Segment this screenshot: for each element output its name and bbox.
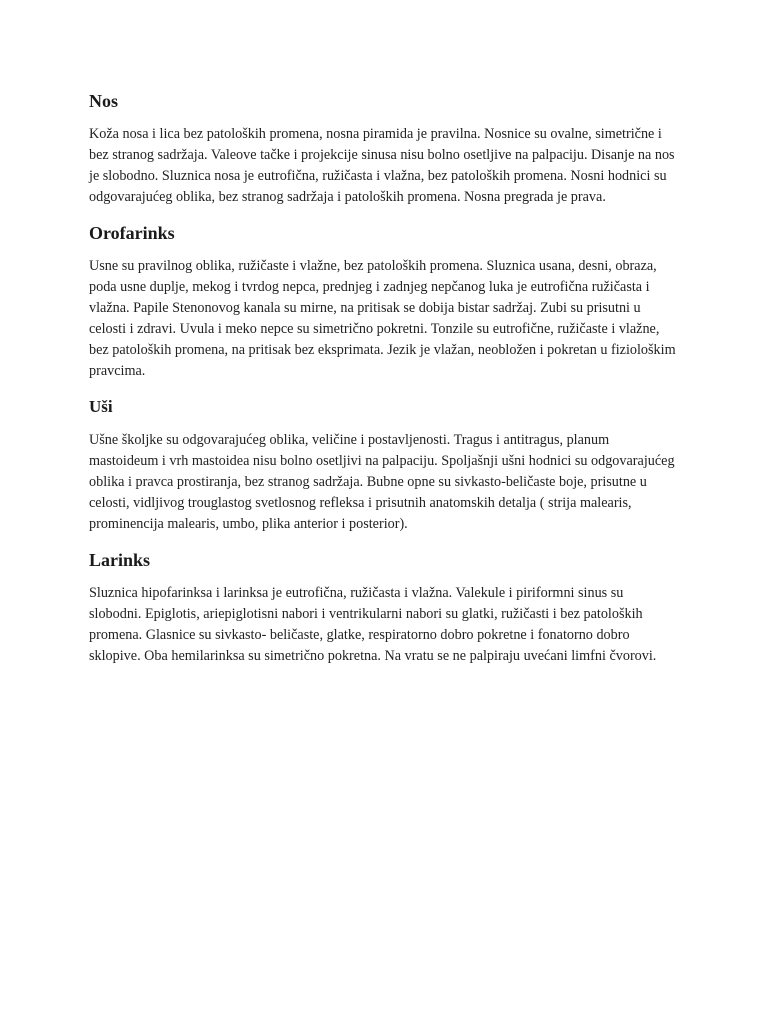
section-text-usi: Ušne školjke su odgovarajućeg oblika, veličine i postavljenosti. Tragus i antitragus, planum mastoideum i vrh mastoidea nisu bolno osetljivi na palpaciju. Spoljašnji ušni hodnici su odgovarajućeg oblika i pravca prostiranja, bez stranog sadržaja. Bubne opne su sivkasto-beličaste boje, prisutne u celosti, vidljivog trouglastog svetlosnog refleksa i prisutnih anatomskih detalja ( strija malearis, prominencija malearis, umbo, plika anterior i posterior).: [89, 432, 675, 532]
section-nos: [89, 86, 678, 208]
section-usi: [89, 392, 678, 535]
section-heading-nos: Nos: [89, 91, 119, 111]
section-orofarinks: [89, 218, 678, 382]
section-text-nos: Koža nosa i lica bez patoloških promena, nosna piramida je pravilna. Nosnice su ovalne, simetrične i bez stranog sadržaja. Valeove tačke i projekcije sinusa nisu bolno osetljive na palpaciju. Disanje na nos je slobodno. Sluznica nosa je eutrofična, ružičasta i vlažna, bez patoloških promena. Nosni hodnici su odgovarajućeg oblika, bez stranog sadržaja i patoloških promena. Nosna pregrada je prava.: [89, 126, 675, 205]
section-heading-orofarinks: Orofarinks: [89, 223, 175, 243]
section-heading-larinks: Larinks: [89, 550, 151, 570]
section-larinks: [89, 545, 678, 667]
section-text-larinks: Sluznica hipofarinksa i larinksa je eutrofična, ružičasta i vlažna. Valekule i piriformni sinus su slobodni. Epiglotis, ariepiglotisni nabori i ventrikularni nabori su glatki, ružičasti i bez patoloških promena. Glasnice su sivkasto- beličaste, glatke, respiratorno dobro pokretne i fonatorno dobro sklopive. Oba hemilarinksa su simetrično pokretna. Na vratu se ne palpiraju uvećani limfni čvorovi.: [89, 585, 657, 664]
section-heading-usi: Uši: [89, 397, 113, 416]
section-text-orofarinks: Usne su pravilnog oblika, ružičaste i vlažne, bez patoloških promena. Sluznica usana, desni, obraza, poda usne duplje, mekog i tvrdog nepca, prednjeg i zadnjeg nepčanog luka je eutrofična ružičasta i vlažna. Papile Stenonovog kanala su mirne, na pritisak se dobija bistar sadržaj. Zubi su prisutni u celosti i zdravi. Uvula i meko nepce su simetrično pokretni. Tonzile su eutrofične, ružičaste i vlažne, bez patoloških promena, na pritisak bez eksprimata. Jezik je vlažan, neobložen i pokretan u fiziološkim pravcima.: [89, 258, 676, 379]
